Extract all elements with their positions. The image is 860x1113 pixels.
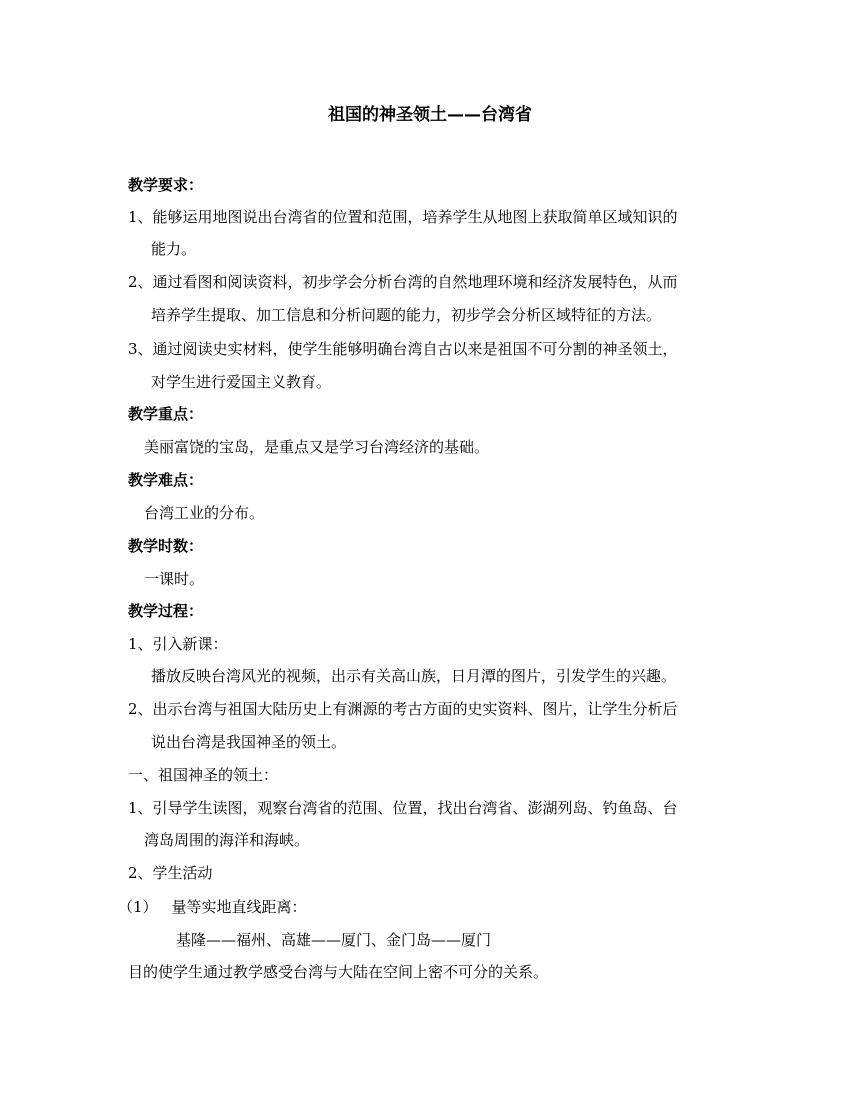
hours-heading: 教学时数： xyxy=(128,537,204,555)
measure-item xyxy=(118,896,307,918)
requirement-item-1-continued: 能力。 xyxy=(151,240,197,258)
requirement-text: 通过阅读史实材料，使学生能够明确台湾自古以来是祖国不可分割的神圣领土， xyxy=(152,340,678,358)
list-number: 1、 xyxy=(128,799,153,817)
process-step-2 xyxy=(128,698,678,720)
guide-text: 引导学生读图，观察台湾省的范围、位置，找出台湾省、澎湖列岛、钓鱼岛、台 xyxy=(152,799,678,817)
list-number: 3、 xyxy=(128,340,153,358)
process-step-text: 引入新课： xyxy=(152,635,228,653)
process-step-2-continued: 说出台湾是我国神圣的领土。 xyxy=(151,733,347,751)
requirement-text: 通过看图和阅读资料，初步学会分析台湾的自然地理环境和经济发展特色，从而 xyxy=(152,273,678,291)
list-number: 2、 xyxy=(128,273,153,291)
key-point-heading: 教学重点： xyxy=(128,405,204,423)
process-heading: 教学过程： xyxy=(128,602,204,620)
list-number: 1、 xyxy=(128,208,153,226)
measure-text: 量等实地直线距离： xyxy=(171,898,307,916)
key-point-text: 美丽富饶的宝岛，是重点又是学习台湾经济的基础。 xyxy=(144,438,490,456)
guide-item xyxy=(128,797,678,819)
process-step-1 xyxy=(128,633,228,655)
requirement-item-1 xyxy=(128,206,678,228)
requirement-item-2 xyxy=(128,271,678,293)
hours-text: 一课时。 xyxy=(144,570,205,588)
requirement-item-2-continued: 培养学生提取、加工信息和分析问题的能力，初步学会分析区域特征的方法。 xyxy=(151,306,662,324)
requirement-item-3-continued: 对学生进行爱国主义教育。 xyxy=(151,373,332,391)
list-number: 2、 xyxy=(128,700,153,718)
list-number: （1） xyxy=(118,898,158,916)
requirements-heading: 教学要求： xyxy=(128,176,204,194)
list-number: 1、 xyxy=(128,635,153,653)
process-step-1-detail: 播放反映台湾风光的视频，出示有关高山族，日月潭的图片，引发学生的兴趣。 xyxy=(151,667,677,685)
purpose-text: 目的使学生通过教学感受台湾与大陆在空间上密不可分的关系。 xyxy=(128,963,549,981)
section-heading: 一、祖国神圣的领土： xyxy=(128,766,279,784)
list-number: 2、 xyxy=(128,864,153,882)
measure-detail: 基隆——福州、高雄——厦门、金门岛——厦门 xyxy=(176,931,492,949)
difficulty-heading: 教学难点： xyxy=(128,471,204,489)
requirement-item-3 xyxy=(128,338,678,360)
difficulty-text: 台湾工业的分布。 xyxy=(144,504,265,522)
process-step-text: 出示台湾与祖国大陆历史上有渊源的考古方面的史实资料、图片，让学生分析后 xyxy=(152,700,678,718)
document-title: 祖国的神圣领土——台湾省 xyxy=(328,105,532,125)
guide-item-continued: 湾岛周围的海洋和海峡。 xyxy=(144,831,310,849)
requirement-text: 能够运用地图说出台湾省的位置和范围，培养学生从地图上获取简单区域知识的 xyxy=(152,208,678,226)
activity-text: 学生活动 xyxy=(152,864,213,882)
activity-item xyxy=(128,862,213,884)
